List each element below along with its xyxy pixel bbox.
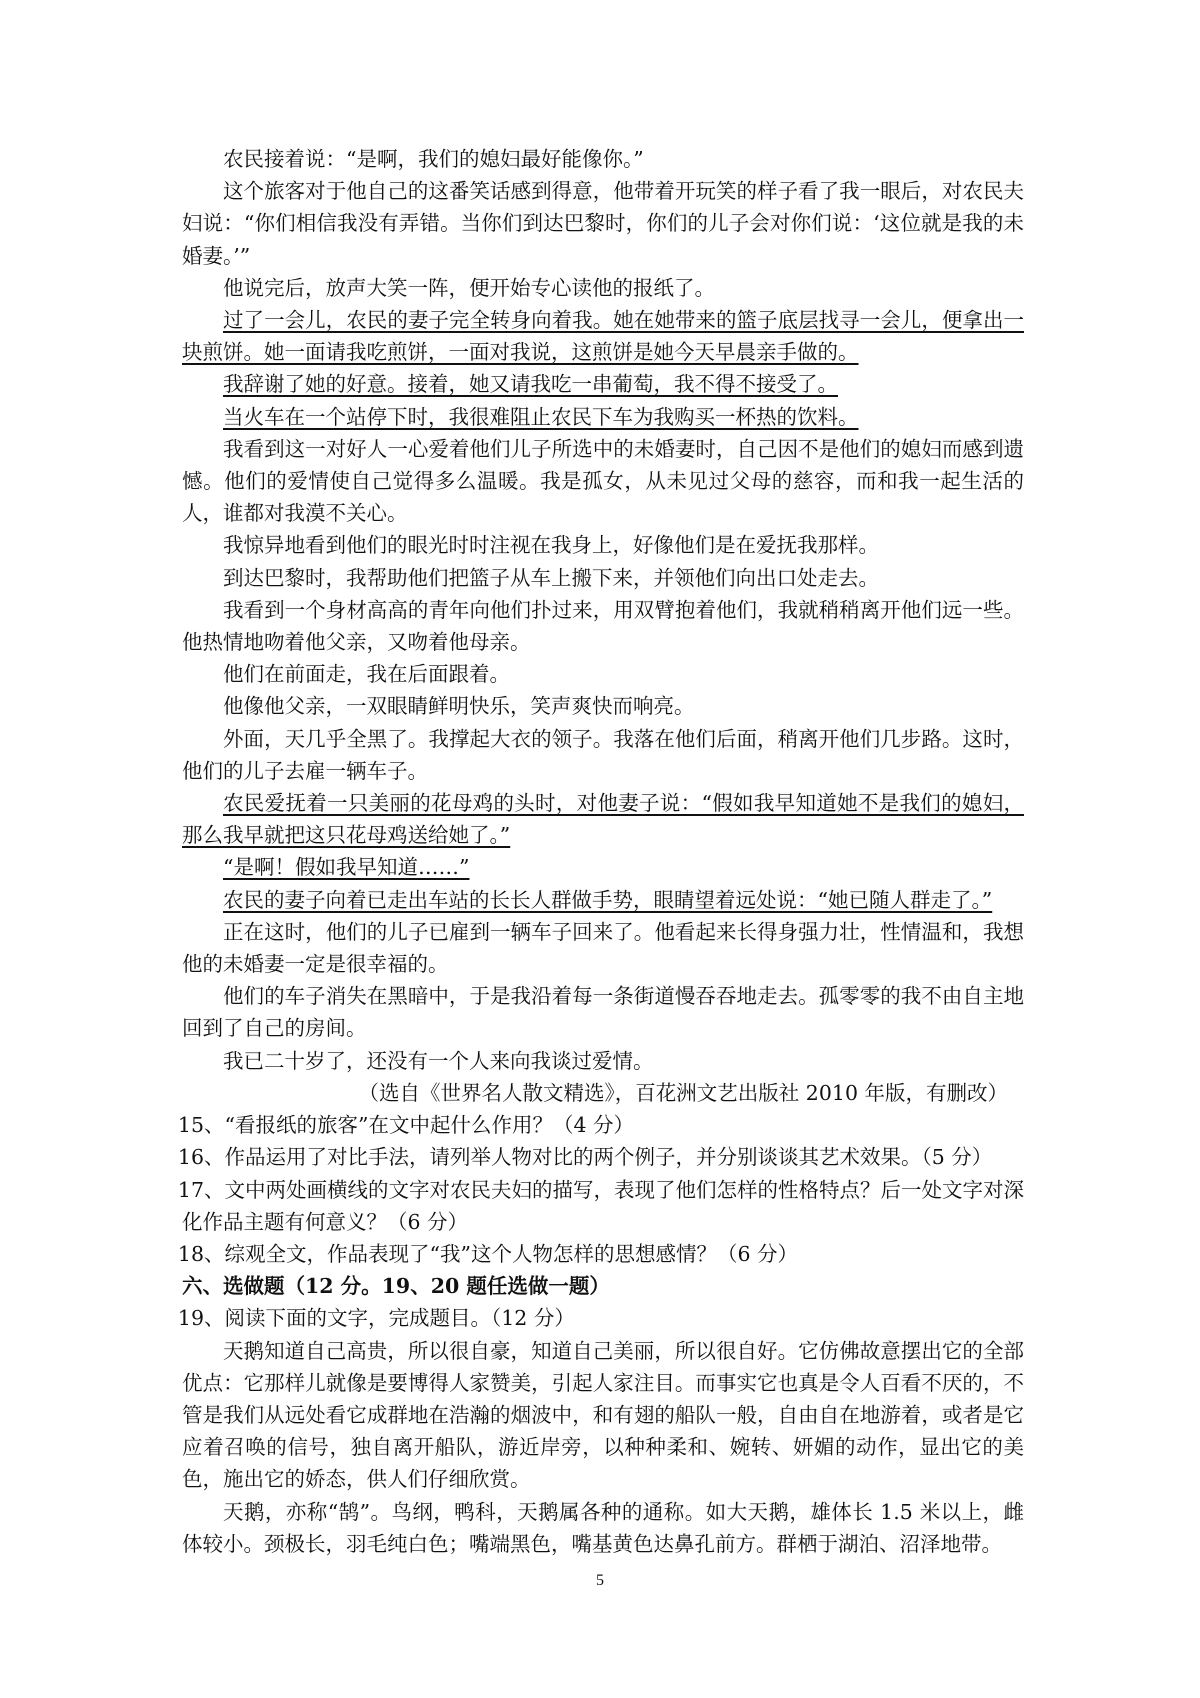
story-paragraph: 他们的车子消失在黑暗中，于是我沿着每一条街道慢吞吞地走去。孤零零的我不由自主地回到了自己的房间。 [182, 984, 1024, 1041]
swan-paragraph: 天鹅知道自己高贵，所以很自豪，知道自己美丽，所以很自好。它仿佛故意摆出它的全部优点：它那样儿就像是要博得人家赞美，引起人家注目。而事实它也真是令人百看不厌的，不管是我们从远处看它成群地在浩瀚的烟波中，和有翅的船队一般，自由自在地游着，或者是它应着召唤的信号，独自离开船队，游近岸旁，以种种柔和、婉转、妍媚的动作，显出它的美色，施出它的娇态，供人们仔细欣赏。 [182, 1338, 1024, 1492]
underlined-text: 当火车在一个站停下时，我很难阻止农民下车为我购买一杯热的饮料。 [223, 404, 859, 429]
story-paragraph: 他像他父亲，一双眼睛鲜明快乐，笑声爽快而响亮。 [223, 694, 695, 719]
question-16: 16、作品运用了对比手法，请列举人物对比的两个例子，并分别谈谈其艺术效果。（5 分） [177, 1145, 993, 1170]
story-paragraph-underlined [182, 401, 1024, 433]
question-17: 17、文中两处画横线的文字对农民夫妇的描写，表现了他们怎样的性格特点？后一处文字对深化作品主题有何意义？（6 分） [177, 1177, 1024, 1234]
section-six [177, 1270, 1024, 1560]
story-paragraph: 我惊异地看到他们的眼光时时注视在我身上，好像他们是在爱抚我那样。 [223, 533, 879, 558]
story-paragraph: 他说完后，放声大笑一阵，便开始专心读他的报纸了。 [223, 275, 715, 300]
story-paragraph-underlined [182, 851, 1024, 883]
section-heading: 六、选做题（12 分。19、20 题任选做一题） [182, 1274, 610, 1299]
underlined-text: 过了一会儿，农民的妻子完全转身向着我。她在她带来的篮子底层找寻一会儿，便拿出一块煎饼。她一面请我吃煎饼，一面对我说，这煎饼是她今天早晨亲手做的。 [182, 308, 1024, 365]
underlined-text: 我辞谢了她的好意。接着，她又请我吃一串葡萄，我不得不接受了。 [223, 372, 838, 397]
story-paragraph-underlined [182, 304, 1024, 368]
question-18: 18、综观全文，作品表现了“我”这个人物怎样的思想感情？（6 分） [177, 1241, 799, 1266]
story-paragraph-underlined [182, 884, 1024, 916]
question-15: 15、“看报纸的旅客”在文中起什么作用？（4 分） [177, 1113, 635, 1138]
story-paragraph-underlined [182, 368, 1024, 400]
underlined-text: 农民的妻子向着已走出车站的长长人群做手势，眼睛望着远处说：“她已随人群走了。” [223, 887, 993, 912]
story-paragraph: 他们在前面走，我在后面跟着。 [223, 662, 510, 687]
story-paragraph: 外面，天几乎全黑了。我撑起大衣的领子。我落在他们后面，稍离开他们几步路。这时，他们的儿子去雇一辆车子。 [182, 726, 1024, 783]
story-paragraph: 这个旅客对于他自己的这番笑话感到得意，他带着开玩笑的样子看了我一眼后，对农民夫妇说：“你们相信我没有弄错。当你们到达巴黎时，你们的儿子会对你们说：‘这位就是我的未婚妻。’” [182, 179, 1024, 268]
page-number: 5 [596, 1572, 604, 1589]
story-text [182, 143, 1024, 1109]
question-list [177, 1109, 1024, 1270]
story-paragraph: 我已二十岁了，还没有一个人来向我谈过爱情。 [223, 1048, 654, 1073]
swan-paragraph: 天鹅，亦称“鹄”。鸟纲，鸭科，天鹅属各种的通称。如大天鹅，雄体长 1.5 米以上，雌体较小。颈极长，羽毛纯白色；嘴端黑色，嘴基黄色达鼻孔前方。群栖于湖泊、沼泽地带。 [182, 1499, 1024, 1556]
story-paragraph-underlined [182, 787, 1024, 851]
story-paragraph: 我看到一个身材高高的青年向他们扑过来，用双臂抱着他们，我就稍稍离开他们远一些。他热情地吻着他父亲，又吻着他母亲。 [182, 597, 1024, 655]
underlined-text: “是啊！假如我早知道……” [223, 855, 470, 880]
story-paragraph: 正在这时，他们的儿子已雇到一辆车子回来了。他看起来长得身强力壮，性情温和，我想他的未婚妻一定是很幸福的。 [182, 919, 1024, 977]
underlined-text: 农民爱抚着一只美丽的花母鸡的头时，对他妻子说：“假如我早知道她不是我们的媳妇，那么我早就把这只花母鸡送给她了。” [182, 791, 1024, 848]
story-paragraph: 农民接着说：“是啊，我们的媳妇最好能像你。” [223, 147, 644, 171]
story-paragraph: 到达巴黎时，我帮助他们把篮子从车上搬下来，并领他们向出口处走去。 [223, 565, 879, 590]
source-citation: （选自《世界名人散文精选》，百花洲文艺出版社 2010 年版，有删改） [358, 1080, 1008, 1105]
exam-page [177, 143, 1024, 1560]
story-paragraph: 我看到这一对好人一心爱着他们儿子所选中的未婚妻时，自己因不是他们的媳妇而感到遗憾。他们的爱情使自己觉得多么温暖。我是孤女，从未见过父母的慈容，而和我一起生活的人，谁都对我漠不关心。 [182, 436, 1024, 526]
question-19: 19、阅读下面的文字，完成题目。（12 分） [177, 1306, 575, 1331]
